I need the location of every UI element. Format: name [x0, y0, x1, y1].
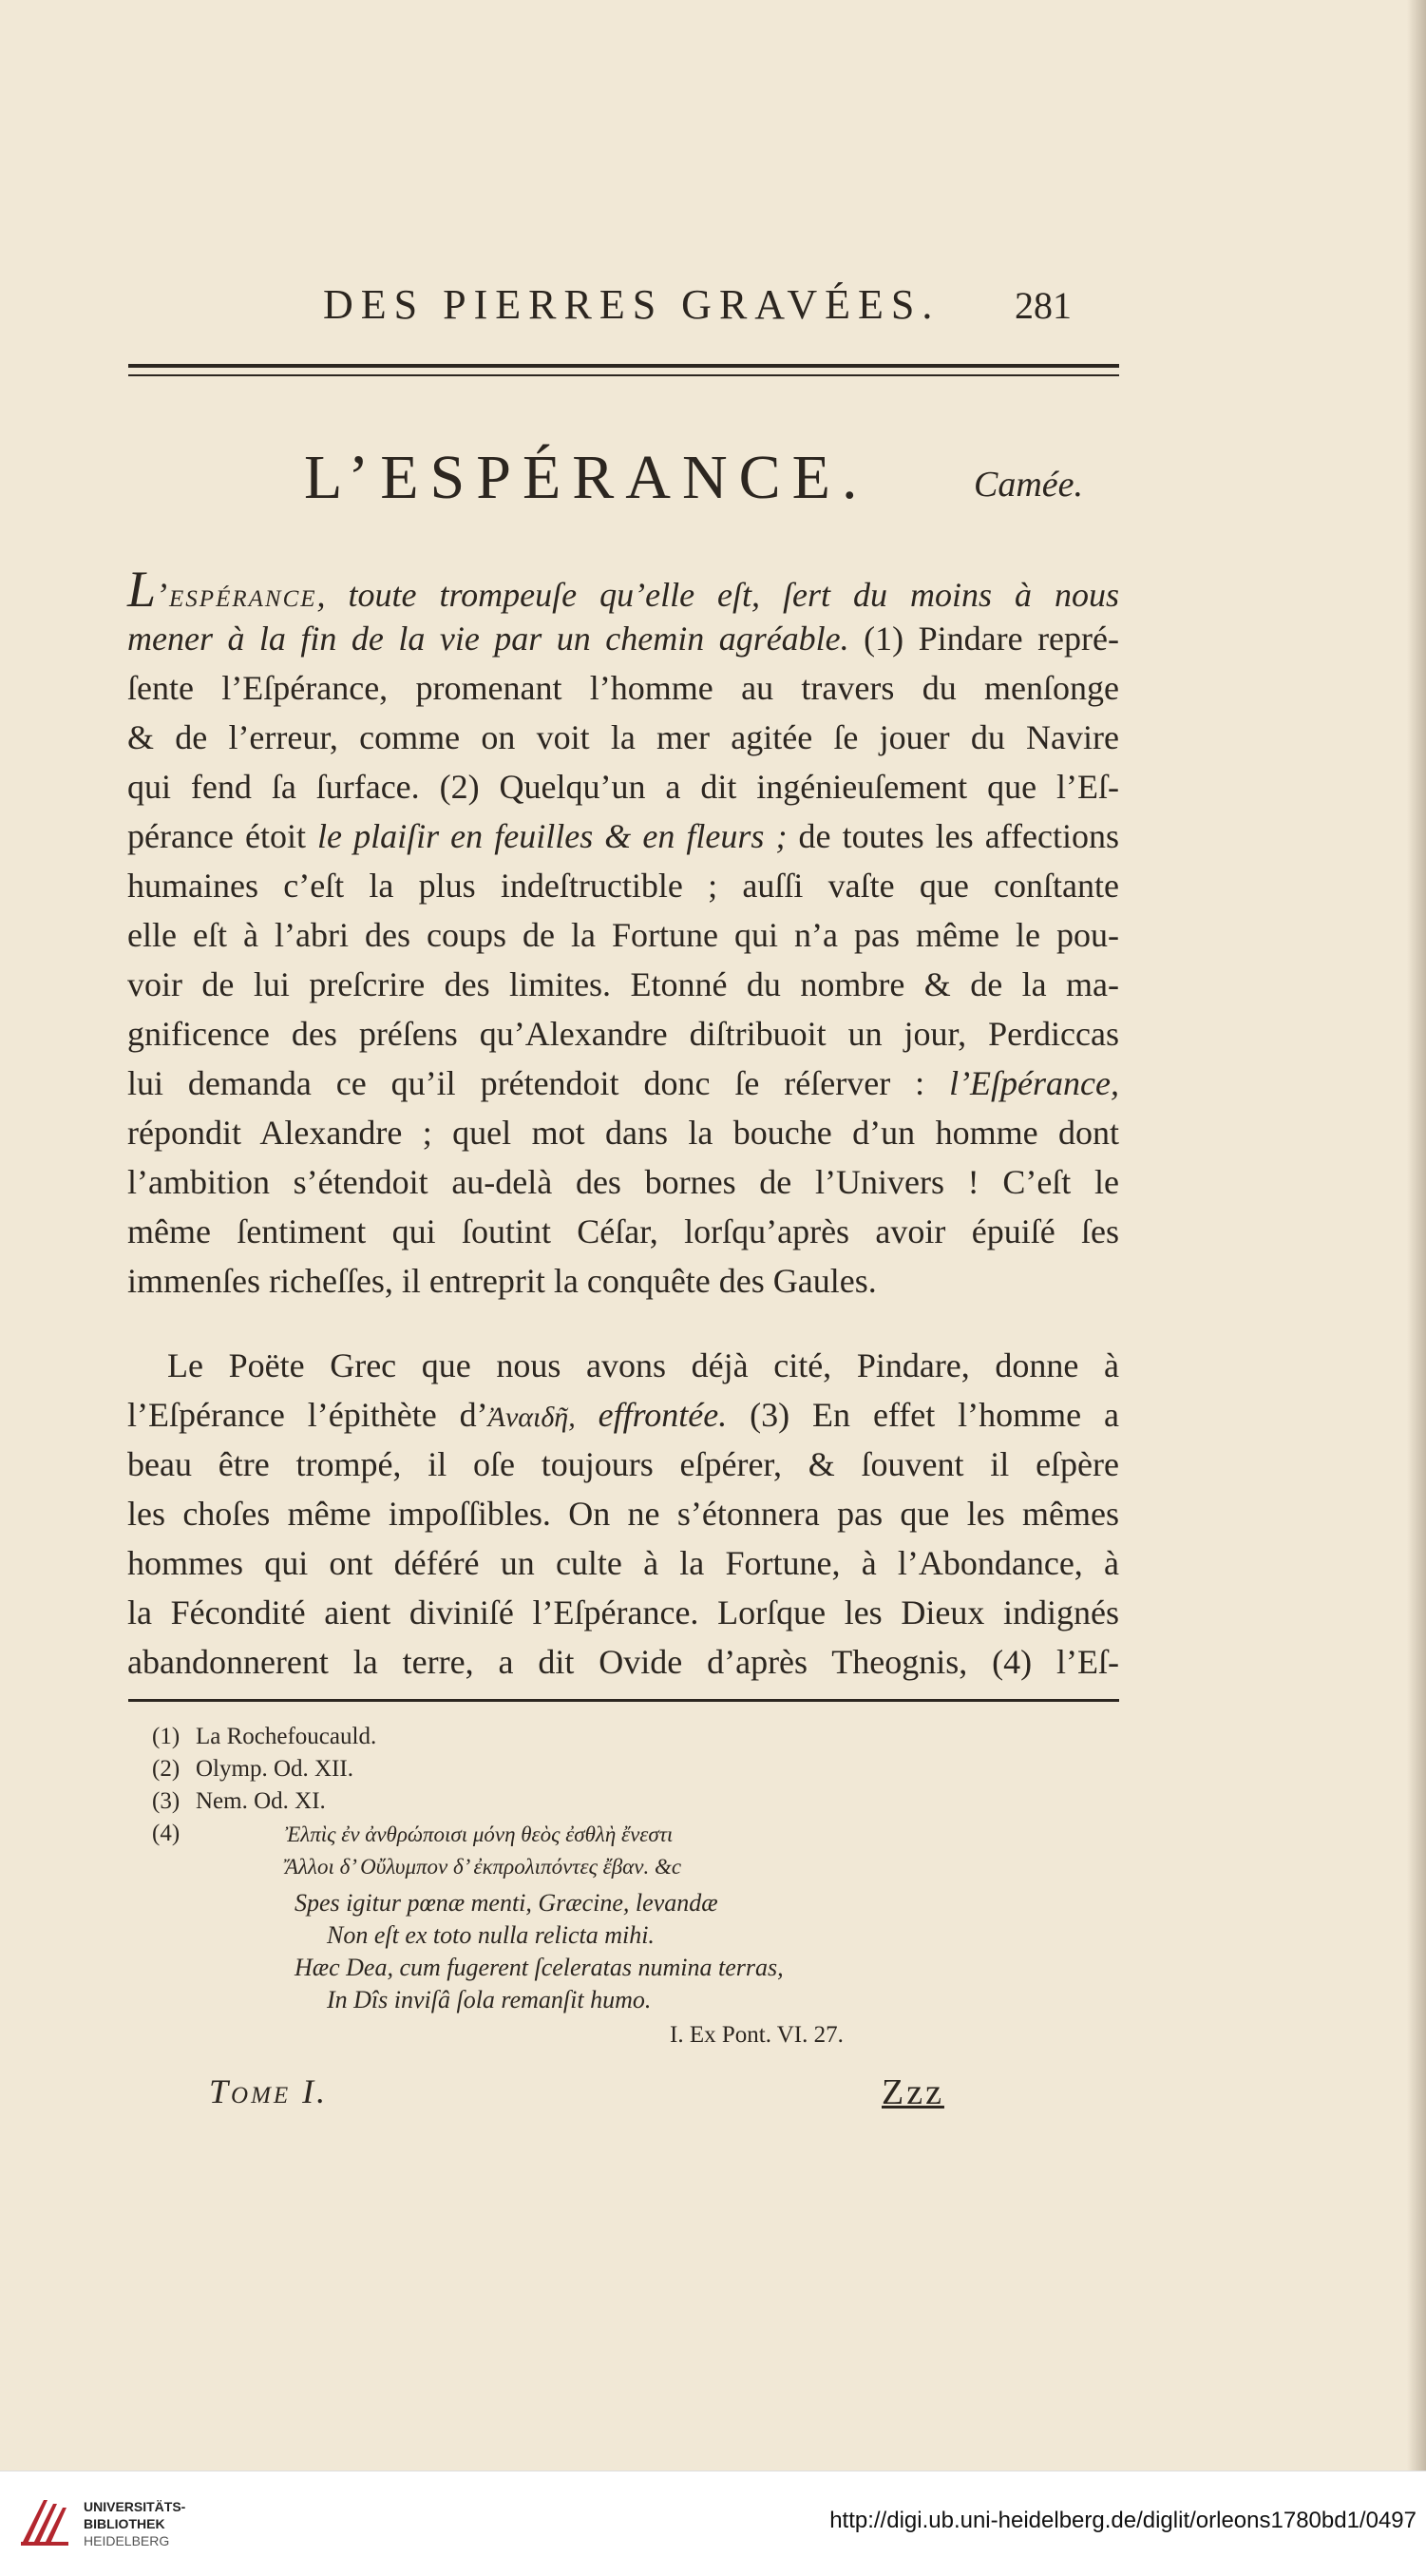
library-name-line: BIBLIOTHEK: [84, 2516, 165, 2531]
body-text: de toutes les affections: [787, 817, 1119, 855]
footnote-text: La Rochefoucauld.: [196, 1724, 377, 1749]
footnote-number: (2): [152, 1756, 181, 1782]
library-name[interactable]: [84, 2498, 185, 2549]
footnote-3: [152, 1786, 326, 1817]
library-name-line: UNIVERSITÄTS-: [84, 2499, 186, 2514]
body-text: (1) Pindare repré-: [848, 620, 1119, 658]
footnote-greek-line: Ἄλλοι δ’ Οὔλυμπον δ’ ἐκπρολιπόντες ἔβαν. &c: [285, 1855, 682, 1879]
body-text: , toute trompeuſe qu’elle eſt, ſert du moins à nous: [316, 576, 1119, 614]
footnote-text: Olymp. Od. XII.: [196, 1756, 353, 1782]
body-line: les choſes même impoſſibles. On ne s’étonnera pas que les mêmes: [127, 1495, 1119, 1533]
library-name-line: HEIDELBERG: [84, 2533, 170, 2548]
greek-word: Ἀναιδῆ,: [487, 1402, 576, 1433]
signature-mark: Zzz: [882, 2072, 944, 2112]
body-text: l’Eſpérance,: [949, 1064, 1119, 1102]
viewer-footer: [0, 2471, 1426, 2576]
body-line: abandonnerent la terre, a dit Ovide d’après Theognis, (4) l’Eſ-: [127, 1643, 1119, 1681]
body-text: l’Eſpérance l’épithète d’: [127, 1396, 488, 1434]
body-line: immenſes richeſſes, il entreprit la conquête des Gaules.: [127, 1262, 877, 1300]
footnote-1: [152, 1722, 376, 1752]
body-line: [127, 1394, 1119, 1439]
body-line: gnificence des préſens qu’Alexandre diſtribuoit un jour, Perdiccas: [127, 1015, 1119, 1053]
body-text: mener à la fin de la vie par un chemin agréable.: [127, 620, 849, 658]
body-line: voir de lui preſcrire des limites. Etonné du nombre & de la ma-: [127, 965, 1119, 1003]
footnote-latin-line: Hæc Dea, cum fugerent ſceleratas numina terras,: [295, 1954, 784, 1981]
footnote-rule: [128, 1699, 1119, 1702]
footnote-latin-line: Non eſt ex toto nulla relicta mihi.: [327, 1921, 655, 1949]
body-line: [127, 618, 1119, 659]
footnote-latin-line: In Dîs inviſâ ſola remanſit humo.: [327, 1986, 652, 2013]
body-text: (3) En effet l’homme a: [727, 1396, 1119, 1434]
body-text: le plaiſir en feuilles & en fleurs ;: [317, 817, 788, 855]
footnote-source: I. Ex Pont. VI. 27.: [670, 2022, 844, 2048]
body-line: [127, 561, 1119, 618]
body-text: effrontée.: [575, 1396, 728, 1434]
body-line: Le Poëte Grec que nous avons déjà cité, Pindare, donne à: [167, 1346, 1119, 1384]
body-line: [127, 1062, 1119, 1104]
body-text: pérance étoit: [127, 817, 318, 855]
footnote-number: (1): [152, 1724, 181, 1749]
body-line: beau être trompé, il oſe toujours eſpérer, & ſouvent il eſpère: [127, 1445, 1119, 1483]
footnote-number: (3): [152, 1788, 181, 1814]
header-rule-thick: [128, 364, 1119, 368]
opening-caps: ’espérance: [156, 576, 317, 614]
body-line: la Fécondité aient diviniſé l’Eſpérance. Lorſque les Dieux indignés: [127, 1593, 1119, 1631]
body-line: elle eſt à l’abri des coups de la Fortune qui n’a pas même le pou-: [127, 916, 1119, 954]
library-logo-icon[interactable]: [15, 2492, 74, 2551]
body-line: qui fend ſa ſurface. (2) Quelqu’un a dit ingénieuſement que l’Eſ-: [127, 768, 1119, 806]
body-line: répondit Alexandre ; quel mot dans la bouche d’un homme dont: [127, 1114, 1119, 1152]
footnote-2: [152, 1754, 353, 1784]
footnote-number: (4): [152, 1821, 181, 1846]
body-line: l’ambition s’étendoit au-delà des bornes de l’Univers ! C’eſt le: [127, 1163, 1119, 1201]
page-edge-shadow: [1407, 0, 1426, 2471]
body-line: & de l’erreur, comme on voit la mer agitée ſe jouer du Navire: [127, 718, 1119, 756]
chapter-title: L’ESPÉRANCE.: [304, 443, 869, 512]
footnote-4: [152, 1819, 196, 1849]
header-rule-thin: [128, 374, 1119, 376]
page-number: 281: [1015, 284, 1072, 327]
volume-label: Tome I.: [209, 2072, 329, 2110]
drop-capital: L: [127, 561, 157, 618]
chapter-tag: Camée.: [974, 465, 1084, 505]
footnote-greek-line: Ἐλπὶς ἐν ἀνθρώποισι μόνη θεὸς ἐσθλὴ ἔνεστι: [285, 1822, 674, 1846]
body-line: humaines c’eſt la plus indeſtructible ; auſſi vaſte que conſtante: [127, 867, 1119, 905]
permalink-url[interactable]: http://digi.ub.uni-heidelberg.de/diglit/orleons1780bd1/0497: [829, 2508, 1416, 2533]
body-line: ſente l’Eſpérance, promenant l’homme au travers du menſonge: [127, 669, 1119, 707]
body-text: lui demanda ce qu’il prétendoit donc ſe réſerver :: [127, 1064, 950, 1102]
running-head: DES PIERRES GRAVÉES.: [323, 281, 941, 328]
body-line: hommes qui ont déféré un culte à la Fortune, à l’Abondance, à: [127, 1544, 1119, 1582]
body-line: [127, 815, 1119, 857]
footnote-text: Nem. Od. XI.: [196, 1788, 326, 1814]
body-line: même ſentiment qui ſoutint Céſar, lorſqu’après avoir épuiſé ſes: [127, 1212, 1119, 1250]
footnote-latin-line: Spes igitur pœnæ menti, Græcine, levandæ: [295, 1889, 718, 1917]
